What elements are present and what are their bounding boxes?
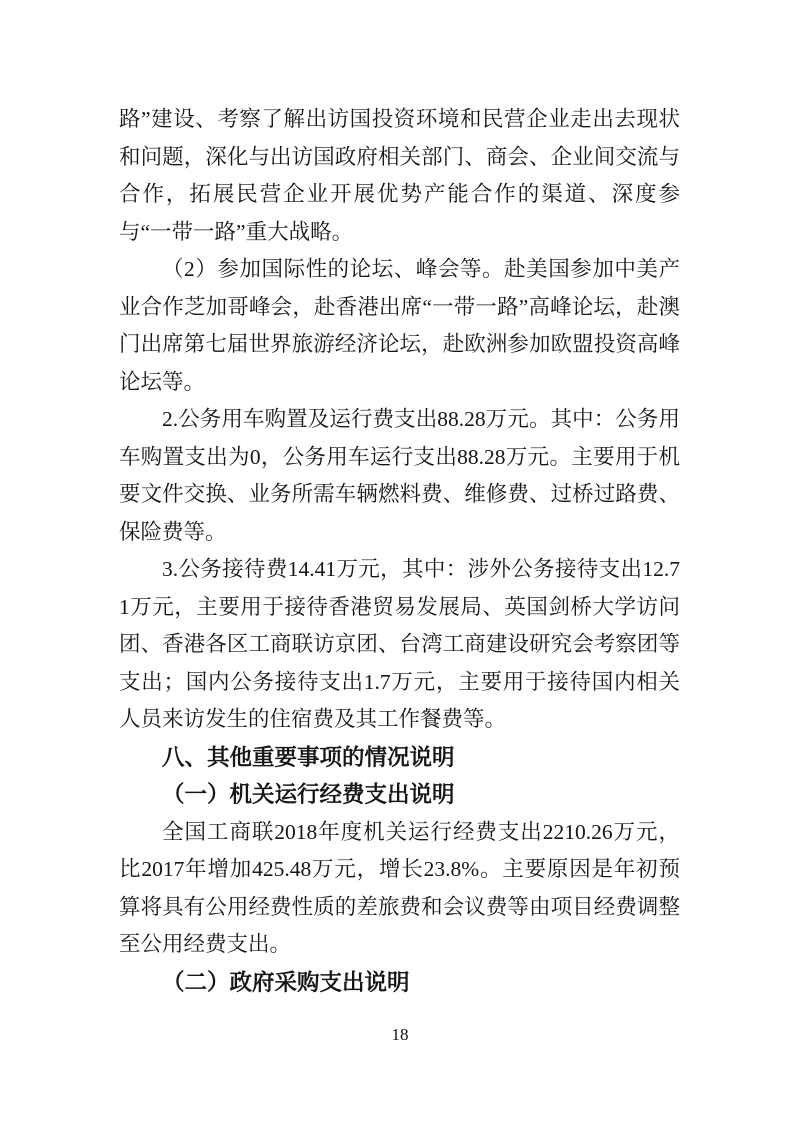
document-body	[119, 101, 680, 1001]
paragraph-belt-and-road: 路”建设、考察了解出访国投资环境和民营企业走出去现状和问题，深化与出访国政府相关部门、商会、企业间交流与合作，拓展民营企业开展优势产能合作的渠道、深度参与“一带一路”重大战略。	[119, 107, 680, 244]
heading-section-eight-other-important-matters: 八、其他重要事项的情况说明	[162, 744, 455, 770]
paragraph-official-vehicle-expense: 2.公务用车购置及运行费支出88.28万元。其中：公务用车购置支出为0，公务用车运行支出88.28万元。主要用于机要文件交换、业务所需车辆燃料费、维修费、过桥过路费、保险费等。	[119, 407, 680, 544]
paragraph-operating-expense-detail: 全国工商联2018年度机关运行经费支出2210.26万元，比2017年增加425.48万元，增长23.8%。主要原因是年初预算将具有公用经费性质的差旅费和会议费等由项目经费调整至公用经费支出。	[119, 819, 680, 956]
heading-government-procurement: （二）政府采购支出说明	[162, 969, 410, 995]
paragraph-official-reception-expense: 3.公务接待费14.41万元，其中：涉外公务接待支出12.71万元，主要用于接待香港贸易发展局、英国剑桥大学访问团、香港各区工商联访京团、台湾工商建设研究会考察团等支出；国内公务接待支出1.7万元，主要用于接待国内相关人员来访发生的住宿费及其工作餐费等。	[119, 557, 680, 731]
paragraph-international-forums: （2）参加国际性的论坛、峰会等。赴美国参加中美产业合作芝加哥峰会，赴香港出席“一带一路”高峰论坛，赴澳门出席第七届世界旅游经济论坛，赴欧洲参加欧盟投资高峰论坛等。	[119, 257, 680, 394]
heading-agency-operating-expense: （一）机关运行经费支出说明	[162, 782, 455, 807]
page-number: 18	[391, 1025, 409, 1044]
